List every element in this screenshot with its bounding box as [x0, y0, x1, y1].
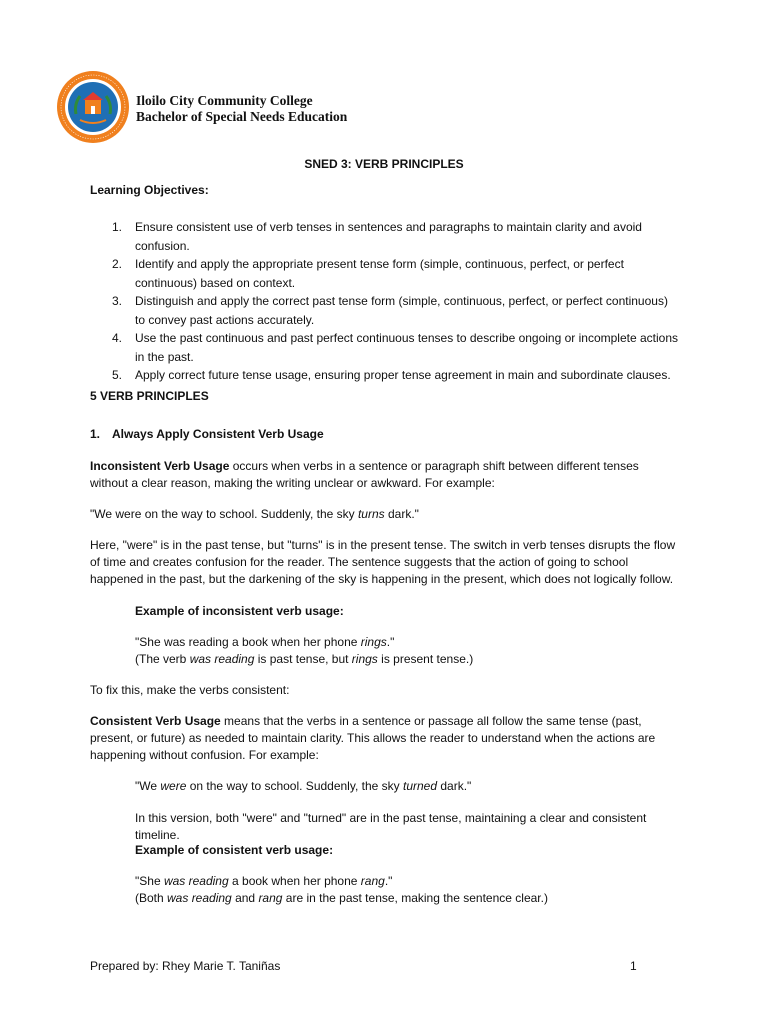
consistent-example: "We were on the way to school. Suddenly, the sky turned dark."	[135, 779, 472, 793]
objectives-heading: Learning Objectives:	[90, 183, 209, 197]
page-number: 1	[630, 959, 637, 973]
inconsistent-definition: Inconsistent Verb Usage occurs when verbs in a sentence or paragraph shift between different tenses without a clear reason, making the writing unclear or awkward. For example:	[90, 459, 639, 490]
program-name: Bachelor of Special Needs Education	[136, 109, 348, 124]
principle-1-heading: 1. Always Apply Consistent Verb Usage	[90, 427, 324, 441]
consistent-definition: Consistent Verb Usage means that the verbs in a sentence or passage all follow the same tense (past, present, or future) as needed to maintain clarity. This allows the reader to understand when the actions are happening without confusion. For example:	[90, 714, 656, 762]
objectives-list	[90, 218, 680, 385]
document-title: SNED 3: VERB PRINCIPLES	[304, 157, 464, 171]
college-seal-logo	[56, 70, 130, 144]
objective-item: 5. Apply correct future tense usage, ensuring proper tense agreement in main and subordinate clauses.	[112, 368, 671, 382]
inconsistent-example: "We were on the way to school. Suddenly, the sky turns dark."	[90, 507, 419, 521]
fix-instruction: To fix this, make the verbs consistent:	[90, 683, 290, 697]
objective-item: 4. Use the past continuous and past perfect continuous tenses to describe ongoing or incomplete actions in the past.	[112, 331, 679, 364]
section-heading: 5 VERB PRINCIPLES	[90, 389, 209, 403]
inconsistent-explanation: Here, "were" is in the past tense, but "turns" is in the present tense. The switch in verb tenses disrupts the flow of time and creates confusion for the reader. The sentence suggests that the action of going to school happened in the past, but the darkening of the sky is happening in the present, which does not logically follow.	[90, 538, 676, 586]
objective-item: 2. Identify and apply the appropriate present tense form (simple, continuous, perfect, or perfect continuous) based on context.	[112, 257, 624, 290]
objective-item: 3. Distinguish and apply the correct past tense form (simple, continuous, perfect, or perfect continuous) to convey past actions accurately.	[112, 294, 668, 327]
prepared-by-footer: Prepared by: Rhey Marie T. Taniñas	[90, 959, 281, 973]
college-header	[136, 93, 347, 125]
door-icon	[91, 106, 95, 114]
inconsistent-example-heading: Example of inconsistent verb usage:	[135, 604, 344, 618]
consistent-example-heading: Example of consistent verb usage:	[135, 843, 334, 857]
consistent-explanation: In this version, both "were" and "turned" are in the past tense, maintaining a clear and consistent timeline.	[135, 811, 647, 842]
inconsistent-example-2: "She was reading a book when her phone rings." (The verb was reading is past tense, but rings is present tense.)	[135, 635, 474, 666]
college-name: Iloilo City Community College	[136, 93, 313, 108]
objective-item: 1. Ensure consistent use of verb tenses in sentences and paragraphs to maintain clarity and avoid confusion.	[112, 220, 642, 253]
consistent-example-2: "She was reading a book when her phone rang." (Both was reading and rang are in the past tense, making the sentence clear.)	[135, 874, 548, 905]
